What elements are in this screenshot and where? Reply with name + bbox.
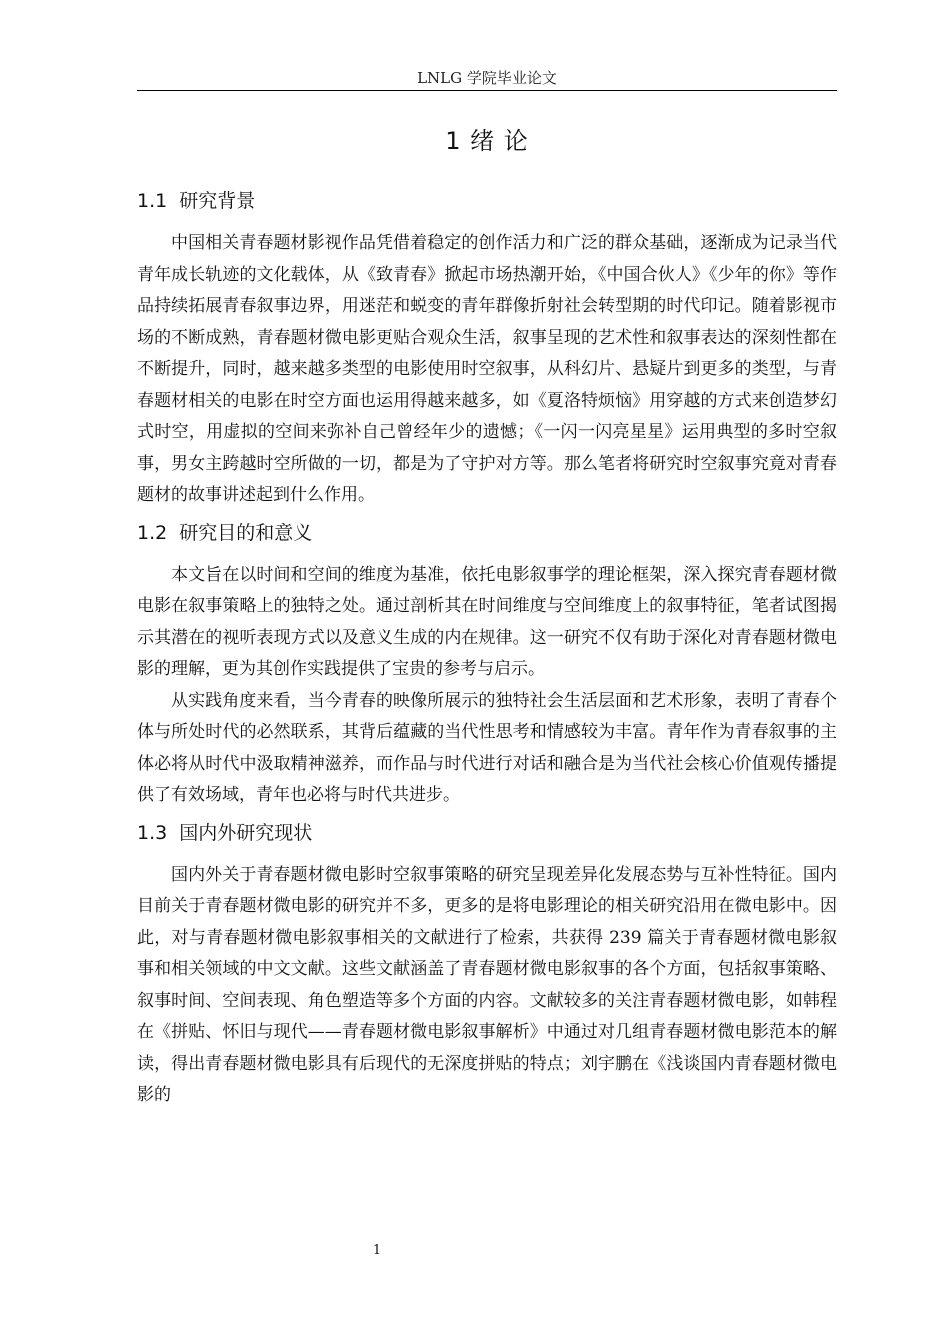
section-number: 1.2 (137, 521, 168, 544)
section-number: 1.3 (137, 821, 168, 844)
section-heading (137, 518, 837, 548)
section-title: 研究目的和意义 (179, 521, 313, 544)
header-divider (137, 90, 837, 91)
paragraph: 中国相关青春题材影视作品凭借着稳定的创作活力和广泛的群众基础，逐渐成为记录当代青年成长轨迹的文化载体，从《致青春》掀起市场热潮开始，《中国合伙人》《少年的你》等作品持续拓展青春叙事边界，用迷茫和蜕变的青年群像折射社会转型期的时代印记。随着影视市场的不断成熟，青春题材微电影更贴合观众生活，叙事呈现的艺术性和叙事表达的深刻性都在不断提升，同时，越来越多类型的电影使用时空叙事，从科幻片、悬疑片到更多的类型，与青春题材相关的电影在时空方面也运用得越来越多，如《夏洛特烦恼》用穿越的方式来创造梦幻式时空，用虚拟的空间来弥补自己曾经年少的遗憾；《一闪一闪亮星星》运用典型的多时空叙事，男女主跨越时空所做的一切，都是为了守护对方等。那么笔者将研究时空叙事究竟对青春题材的故事讲述起到什么作用。 (137, 233, 837, 505)
section-heading (137, 186, 837, 216)
paragraph: 从实践角度来看，当今青春的映像所展示的独特社会生活层面和艺术形象，表明了青春个体与所处时代的必然联系，其背后蕴藏的当代性思考和情感较为丰富。青年作为青春叙事的主体必将从时代中汲取精神滋养，而作品与时代进行对话和融合是为当代社会核心价值观传播提供了有效场域，青年也必将与时代共进步。 (137, 690, 837, 805)
section-number: 1.1 (137, 190, 168, 212)
chapter-title: 1 绪 论 (445, 127, 529, 155)
section-title: 国内外研究现状 (179, 821, 313, 844)
page-number: 1 (372, 1243, 382, 1258)
section-title: 研究背景 (179, 190, 256, 212)
section-heading (137, 818, 837, 848)
paragraph: 本文旨在以时间和空间的维度为基准，依托电影叙事学的理论框架，深入探究青春题材微电影在叙事策略上的独特之处。通过剖析其在时间维度与空间维度上的叙事特征，笔者试图揭示其潜在的视听表现方式以及意义生成的内在规律。这一研究不仅有助于深化对青春题材微电影的理解，更为其创作实践提供了宝贵的参考与启示。 (137, 564, 837, 679)
running-header: LNLG 学院毕业论文 (417, 69, 557, 87)
paragraph: 国内外关于青春题材微电影时空叙事策略的研究呈现差异化发展态势与互补性特征。国内目前关于青春题材微电影的研究并不多，更多的是将电影理论的相关研究沿用在微电影中。因此，对与青春题材微电影叙事相关的文献进行了检索，共获得 239 篇关于青春题材微电影叙事和相关领域的中文文献。这些文献涵盖了青春题材微电影叙事的各个方面，包括叙事策略、叙事时间、空间表现、角色塑造等多个方面的内容。文献较多的关注青春题材微电影，如韩程在《拼贴、怀旧与现代——青春题材微电影叙事解析》中通过对几组青春题材微电影范本的解读，得出青春题材微电影具有后现代的无深度拼贴的特点；刘宇鹏在《浅谈国内青春题材微电影的 (137, 864, 837, 1105)
body-content (137, 186, 837, 1112)
